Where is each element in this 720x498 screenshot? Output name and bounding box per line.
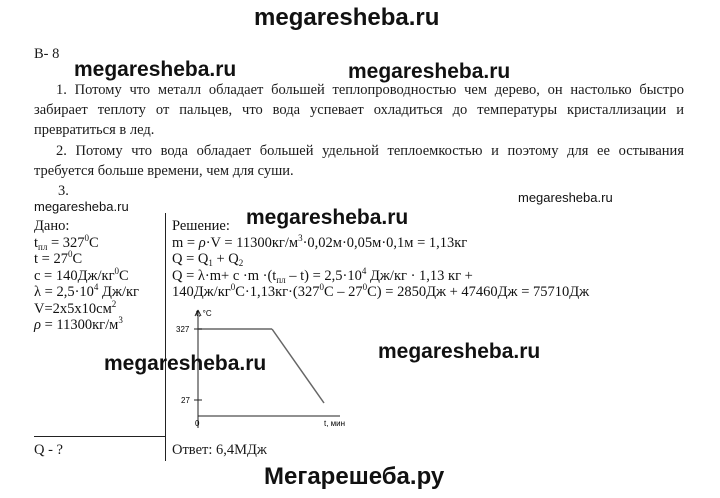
given-density: $\rho = 11300кг/м^3$ — [34, 315, 123, 333]
answer-paragraph-3: 3. — [58, 183, 69, 199]
watermark-small-right: megaresheba.ru — [518, 190, 613, 205]
given-block — [34, 218, 139, 334]
watermark-graph-right: megaresheba.ru — [378, 340, 541, 363]
solution-block — [172, 218, 589, 301]
graph-y-axis-label: t, °C — [196, 309, 212, 318]
watermark-top: megaresheba.ru — [254, 4, 440, 31]
given-specific-heat: $c = 140Дж/кг^0C$ — [34, 265, 129, 284]
solution-heat-formula-line1: $Q = \lambda\cdot m+ c \cdot m \cdot(t_{пл} - t) = 2,5\cdot 10^4$ Дж/кг · 1,13 кг + — [172, 265, 473, 285]
watermark-solution: megaresheba.ru — [246, 206, 409, 229]
watermark-small-left: megaresheba.ru — [34, 199, 129, 214]
given-latent-heat: $\lambda = 2,5\cdot 10^4$ Дж/кг — [34, 282, 139, 300]
given-divider-line — [165, 213, 166, 461]
solution-heat-sum: $Q = Q_1 + Q_2$ — [172, 251, 244, 268]
given-melting-temperature: $t_{пл} = 327^0C$ — [34, 232, 99, 252]
graph-origin-label: 0 — [195, 419, 200, 428]
given-initial-temperature: $t = 27^0C$ — [34, 249, 83, 267]
given-title: Дано: — [34, 218, 70, 234]
graph-cooling-line — [272, 329, 324, 403]
solution-heat-formula-line2: $140Дж/кг^0C\cdot 1,13кг\cdot(327^0C - 27^0C) = 2850Дж + 47460Дж = 75710Дж$ — [172, 282, 590, 300]
graph-tick-27: 27 — [181, 396, 190, 405]
answer-paragraph-2: 2. Потому что вода обладает большей удельной теплоемкостью и поэтому для ее остывания требуется больше времени, чем для суши. — [34, 143, 684, 179]
given-unknown: Q - ? — [34, 442, 63, 458]
watermark-line1-right: megaresheba.ru — [348, 60, 511, 83]
answer-line: Ответ: 6,4МДж — [172, 442, 267, 458]
solution-title: Решение: — [172, 218, 230, 234]
given-volume: $V=2х5х10см^2$ — [34, 298, 117, 317]
given-bottom-line — [34, 436, 166, 437]
graph-x-axis-label: t, мин — [324, 419, 346, 428]
watermark-line1-left: megaresheba.ru — [74, 58, 237, 81]
watermark-bottom: Мегарешеба.ру — [264, 463, 445, 490]
solution-mass-formula: $m = \rho\cdot V = 11300кг/м^3\cdot 0,02м\cdot 0,05м\cdot 0,1м = 1,13кг$ — [172, 232, 468, 251]
answer-paragraph-1: 1. Потому что металл обладает большей теплопроводностью чем дерево, он настолько быстро забирает теплоту от пальцев, что вода успевает охладиться до температуры кристаллизации и превратиться в лед. — [34, 82, 684, 138]
variant-heading: В- 8 — [34, 46, 60, 62]
watermark-graph-left: megaresheba.ru — [104, 352, 267, 375]
graph-tick-327: 327 — [176, 325, 190, 334]
